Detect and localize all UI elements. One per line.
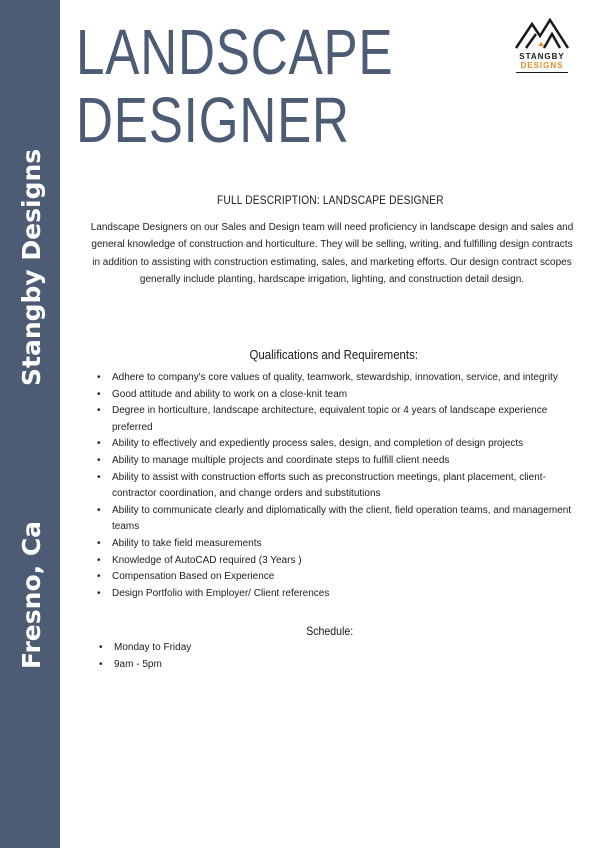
list-item: • Adhere to company's core values of quality, teamwork, stewardship, innovation, service, and integrity (94, 370, 574, 387)
mountain-logo-icon (514, 16, 570, 50)
schedule-list (96, 640, 396, 673)
logo-underline (516, 72, 568, 73)
sidebar (0, 0, 60, 848)
logo-text-stangby: STANGBY (519, 52, 565, 61)
company-logo (512, 16, 572, 73)
list-item: • Design Portfolio with Employer/ Client references (94, 586, 574, 603)
qualifications-heading (80, 347, 588, 362)
list-item: • Ability to take field measurements (94, 536, 574, 553)
schedule-heading (80, 624, 580, 638)
page-title (76, 18, 393, 154)
list-item: • Monday to Friday (96, 640, 396, 657)
list-item: • Knowledge of AutoCAD required (3 Years ) (94, 553, 574, 570)
description-heading (80, 193, 580, 207)
list-item: • 9am - 5pm (96, 657, 396, 674)
list-item: • Ability to manage multiple projects and coordinate steps to fulfill client needs (94, 453, 574, 470)
title-line-1: LANDSCAPE (76, 16, 394, 88)
list-item: • Ability to assist with construction efforts such as preconstruction meetings, plant placement, client-contractor coordination, and change orders and substitutions (94, 470, 574, 503)
list-item: • Ability to communicate clearly and diplomatically with the client, field operation teams, and management teams (94, 503, 574, 536)
description-body: Landscape Designers on our Sales and Design team will need proficiency in landscape design and sales and general knowledge of construction and horticulture. They will be selling, writing, and fulfilling design contracts in addition to assisting with construction estimating, sales, and marketing efforts. Our design contract scopes generally include planting, hardscape irrigation, lighting, and construction detail design. (90, 222, 574, 285)
title-line-2: DESIGNER (76, 84, 350, 156)
qualifications-list (94, 370, 574, 602)
description-heading-text: FULL DESCRIPTION: LANDSCAPE DESIGNER (216, 193, 444, 207)
sidebar-location: Fresno, Ca (17, 520, 46, 669)
qualifications-heading-text: Qualifications and Requirements: (249, 347, 419, 362)
sidebar-company-name: Stangby Designs (17, 148, 46, 386)
schedule-heading-text: Schedule: (306, 624, 354, 638)
list-item: • Good attitude and ability to work on a close-knit team (94, 387, 574, 404)
logo-text-designs: DESIGNS (520, 61, 564, 70)
list-item: • Compensation Based on Experience (94, 569, 574, 586)
list-item: • Ability to effectively and expediently process sales, design, and completion of design projects (94, 436, 574, 453)
list-item: • Degree in horticulture, landscape architecture, equivalent topic or 4 years of landscape experience preferred (94, 403, 574, 436)
